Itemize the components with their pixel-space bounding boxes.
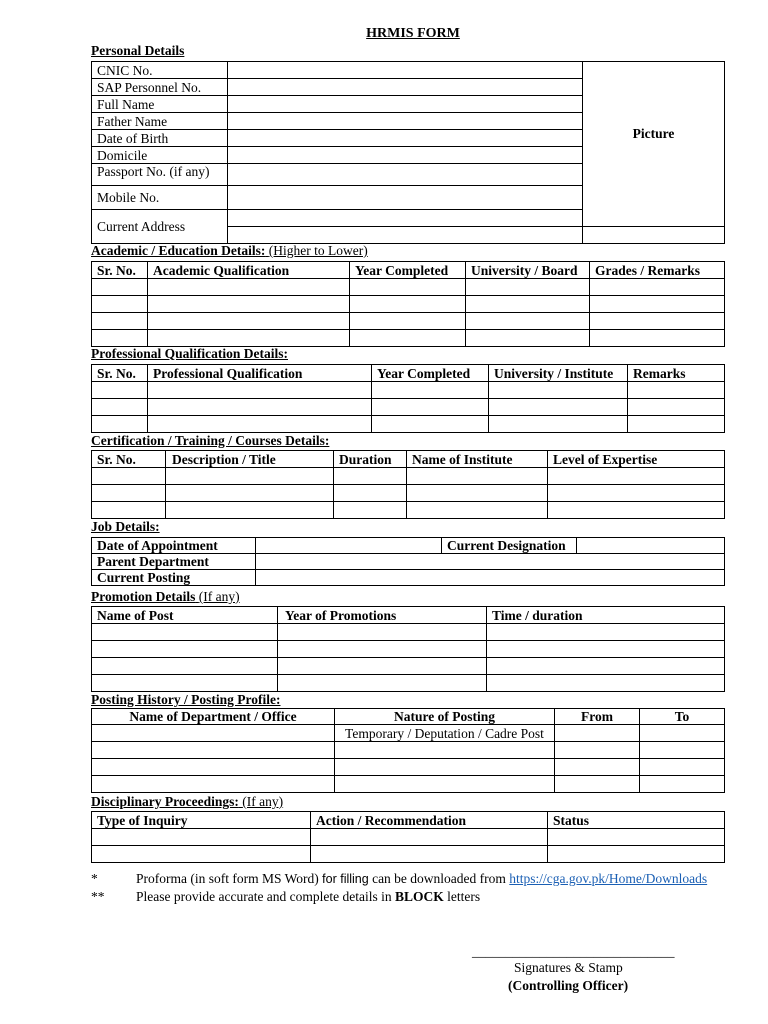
table-cell: Action / Recommendation (311, 812, 548, 829)
table-row[interactable] (92, 468, 725, 485)
address-input-1[interactable] (228, 210, 583, 227)
father-name-input[interactable] (228, 113, 583, 130)
full-name-input[interactable] (228, 96, 583, 113)
field-label: SAP Personnel No. (92, 79, 228, 96)
table-cell[interactable] (92, 382, 148, 399)
personal-details-heading: Personal Details (91, 43, 185, 58)
table-cell[interactable] (92, 725, 335, 742)
table-cell[interactable] (628, 416, 725, 433)
table-cell[interactable] (335, 742, 555, 759)
table-cell[interactable] (487, 624, 725, 641)
table-cell: Description / Title (166, 451, 334, 468)
field-label: Current Designation (442, 538, 577, 554)
table-cell[interactable] (92, 279, 148, 296)
table-cell[interactable] (487, 641, 725, 658)
table-cell[interactable] (92, 658, 278, 675)
table-cell[interactable] (278, 658, 487, 675)
field-label: Current Posting (92, 570, 256, 586)
field-label: CNIC No. (92, 62, 228, 79)
job-heading: Job Details: (91, 519, 160, 534)
table-row[interactable] (92, 416, 725, 433)
field-label: Full Name (92, 96, 228, 113)
certification-heading: Certification / Training / Courses Details: (91, 433, 330, 448)
table-cell[interactable] (334, 502, 407, 519)
field-label: Domicile (92, 147, 228, 164)
field-label: Date of Birth (92, 130, 228, 147)
table-cell[interactable] (640, 759, 725, 776)
table-cell[interactable] (166, 468, 334, 485)
table-cell[interactable] (335, 776, 555, 793)
table-row[interactable] (92, 485, 725, 502)
certification-table (91, 450, 725, 519)
picture-bottom (583, 227, 725, 244)
field-label: Mobile No. (92, 186, 228, 210)
note-2-marker: ** (91, 889, 105, 904)
table-cell[interactable] (92, 846, 311, 863)
table-cell[interactable] (92, 759, 335, 776)
table-cell[interactable] (92, 641, 278, 658)
table-row[interactable] (92, 296, 725, 313)
table-cell: Grades / Remarks (590, 262, 725, 279)
table-cell[interactable] (166, 502, 334, 519)
table-cell: Professional Qualification (148, 365, 372, 382)
nature-hint: Temporary / Deputation / Cadre Post (335, 725, 555, 742)
note-1-marker: * (91, 871, 98, 886)
table-cell: Sr. No. (92, 262, 148, 279)
table-row[interactable] (92, 776, 725, 793)
table-row[interactable] (92, 759, 725, 776)
table-cell[interactable] (590, 313, 725, 330)
academic-heading: Academic / Education Details: (Higher to Lower) (91, 243, 368, 258)
table-row (92, 570, 725, 586)
table-cell[interactable] (487, 675, 725, 692)
table-cell[interactable] (372, 416, 489, 433)
table-cell[interactable] (548, 468, 725, 485)
table-row[interactable] (92, 502, 725, 519)
table-cell[interactable] (92, 296, 148, 313)
table-cell[interactable] (640, 742, 725, 759)
table-row[interactable] (92, 382, 725, 399)
table-cell[interactable] (590, 296, 725, 313)
table-cell: Status (548, 812, 725, 829)
table-row[interactable] (92, 725, 725, 742)
note-1: Proforma (in soft form MS Word) for filling can be downloaded from https://cga.gov.pk/Home/Downloads (136, 871, 708, 886)
disciplinary-heading: Disciplinary Proceedings: (If any) (91, 794, 284, 809)
table-cell[interactable] (350, 296, 466, 313)
professional-heading: Professional Qualification Details: (91, 346, 288, 361)
table-cell[interactable] (92, 675, 278, 692)
table-cell[interactable] (555, 742, 640, 759)
table-cell[interactable] (466, 296, 590, 313)
posting-heading: Posting History / Posting Profile: (91, 692, 281, 707)
table-cell: Name of Department / Office (92, 709, 335, 725)
table-cell[interactable] (466, 330, 590, 347)
table-cell[interactable] (555, 776, 640, 793)
table-row[interactable] (92, 279, 725, 296)
table-cell[interactable] (640, 776, 725, 793)
signature-role: (Controlling Officer) (508, 978, 629, 993)
table-cell[interactable] (92, 485, 166, 502)
table-cell[interactable] (148, 399, 372, 416)
table-cell[interactable] (334, 485, 407, 502)
form-title: HRMIS FORM (366, 26, 460, 41)
downloads-link[interactable]: https://cga.gov.pk/Home/Downloads (509, 871, 708, 886)
table-cell[interactable] (166, 485, 334, 502)
signature-line: ______________________________ (472, 944, 675, 959)
table-cell[interactable] (590, 330, 725, 347)
table-cell[interactable] (92, 416, 148, 433)
job-table (91, 537, 725, 586)
academic-table (91, 261, 725, 347)
table-row[interactable] (92, 675, 725, 692)
table-cell[interactable] (548, 485, 725, 502)
table-cell[interactable] (334, 468, 407, 485)
disciplinary-table (91, 811, 725, 863)
signature-label: Signatures & Stamp (514, 960, 623, 975)
table-cell[interactable] (148, 313, 350, 330)
table-header-row (92, 709, 725, 725)
table-cell[interactable] (92, 330, 148, 347)
table-cell[interactable] (311, 846, 548, 863)
table-cell: Name of Institute (407, 451, 548, 468)
table-cell[interactable] (372, 382, 489, 399)
picture-label: Picture (632, 126, 675, 141)
table-row[interactable] (92, 313, 725, 330)
table-cell: Year Completed (350, 262, 466, 279)
table-row[interactable] (92, 658, 725, 675)
passport-input[interactable] (228, 164, 583, 186)
table-cell[interactable] (548, 829, 725, 846)
table-cell[interactable] (548, 846, 725, 863)
table-cell[interactable] (628, 382, 725, 399)
table-cell[interactable] (92, 399, 148, 416)
table-cell[interactable] (148, 382, 372, 399)
table-cell[interactable] (278, 641, 487, 658)
dob-input[interactable] (228, 130, 583, 147)
cnic-input[interactable] (228, 62, 583, 79)
table-cell[interactable] (372, 399, 489, 416)
address-input-2[interactable] (228, 227, 583, 244)
promotion-heading: Promotion Details (If any) (91, 589, 240, 604)
table-cell[interactable] (548, 502, 725, 519)
table-row[interactable] (92, 399, 725, 416)
table-header-row (92, 451, 725, 468)
table-cell: Year Completed (372, 365, 489, 382)
field-label: Date of Appointment (92, 538, 256, 554)
table-cell[interactable] (350, 330, 466, 347)
table-cell: Time / duration (487, 607, 725, 624)
table-cell[interactable] (278, 675, 487, 692)
table-row[interactable] (92, 846, 725, 863)
table-header-row (92, 812, 725, 829)
professional-table (91, 364, 725, 433)
sap-input[interactable] (228, 79, 583, 96)
table-row[interactable] (92, 330, 725, 347)
table-row (92, 554, 725, 570)
table-cell: Sr. No. (92, 451, 166, 468)
table-cell[interactable] (92, 776, 335, 793)
table-cell[interactable] (92, 468, 166, 485)
table-row[interactable] (92, 829, 725, 846)
department-input[interactable] (256, 554, 725, 570)
table-row (92, 62, 725, 79)
table-cell: From (555, 709, 640, 725)
table-row (92, 538, 725, 554)
field-label: Current Address (92, 210, 228, 244)
posting-input[interactable] (256, 570, 725, 586)
table-cell[interactable] (148, 416, 372, 433)
table-cell[interactable] (278, 624, 487, 641)
table-cell[interactable] (350, 313, 466, 330)
table-row[interactable] (92, 624, 725, 641)
table-cell[interactable] (148, 279, 350, 296)
picture-box[interactable] (583, 62, 725, 227)
table-cell: To (640, 709, 725, 725)
table-cell: Nature of Posting (335, 709, 555, 725)
table-cell: Duration (334, 451, 407, 468)
note-2: Please provide accurate and complete details in BLOCK letters (136, 889, 481, 904)
mobile-input[interactable] (228, 186, 583, 210)
table-cell[interactable] (311, 829, 548, 846)
table-cell[interactable] (148, 296, 350, 313)
table-cell[interactable] (640, 725, 725, 742)
table-cell: Level of Expertise (548, 451, 725, 468)
table-cell[interactable] (350, 279, 466, 296)
table-cell[interactable] (487, 658, 725, 675)
table-cell: University / Board (466, 262, 590, 279)
table-row[interactable] (92, 641, 725, 658)
table-cell[interactable] (92, 829, 311, 846)
table-cell: University / Institute (489, 365, 628, 382)
table-cell[interactable] (92, 502, 166, 519)
field-label: Parent Department (92, 554, 256, 570)
table-cell[interactable] (92, 624, 278, 641)
posting-table (91, 708, 725, 793)
table-row[interactable] (92, 742, 725, 759)
table-cell[interactable] (407, 485, 548, 502)
table-header-row (92, 365, 725, 382)
table-header-row (92, 262, 725, 279)
table-cell[interactable] (489, 382, 628, 399)
table-cell[interactable] (466, 279, 590, 296)
table-cell[interactable] (335, 759, 555, 776)
table-cell[interactable] (628, 399, 725, 416)
table-cell[interactable] (466, 313, 590, 330)
table-cell[interactable] (555, 759, 640, 776)
table-cell[interactable] (489, 399, 628, 416)
appointment-input[interactable] (256, 538, 442, 554)
table-cell[interactable] (92, 313, 148, 330)
table-cell[interactable] (92, 742, 335, 759)
table-cell[interactable] (407, 468, 548, 485)
field-label: Passport No. (if any) (92, 164, 228, 186)
promotion-table (91, 606, 725, 692)
table-header-row (92, 607, 725, 624)
table-cell[interactable] (407, 502, 548, 519)
table-cell[interactable] (148, 330, 350, 347)
table-cell: Year of Promotions (278, 607, 487, 624)
table-cell: Sr. No. (92, 365, 148, 382)
personal-details-table (91, 61, 725, 244)
table-cell: Academic Qualification (148, 262, 350, 279)
table-cell[interactable] (555, 725, 640, 742)
designation-input[interactable] (577, 538, 725, 554)
table-cell: Name of Post (92, 607, 278, 624)
table-cell: Remarks (628, 365, 725, 382)
table-cell[interactable] (590, 279, 725, 296)
domicile-input[interactable] (228, 147, 583, 164)
table-cell: Type of Inquiry (92, 812, 311, 829)
field-label: Father Name (92, 113, 228, 130)
table-cell[interactable] (489, 416, 628, 433)
